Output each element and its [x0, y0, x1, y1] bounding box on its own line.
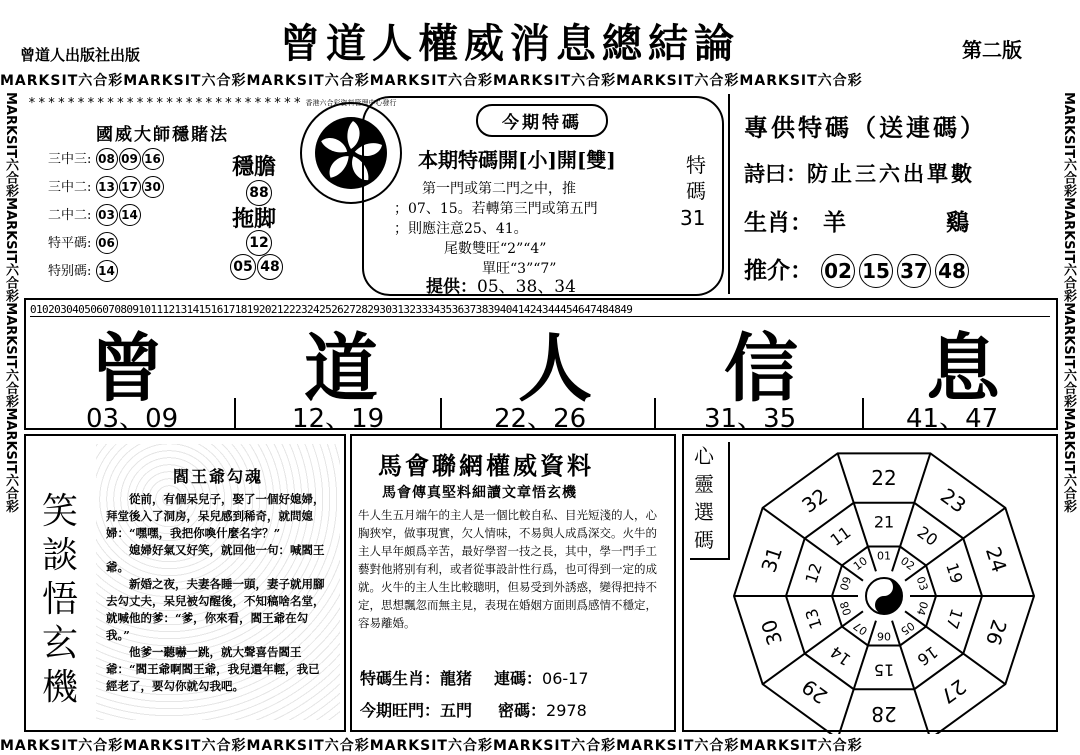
banner-group: 22、26: [494, 404, 587, 434]
wheel-middle-number: 19: [942, 560, 967, 586]
wheel-inner-number: 10: [851, 554, 870, 574]
wheel-inner-number: 04: [913, 599, 931, 618]
wheel-outer-number: 29: [797, 674, 832, 709]
special-line: ；則應注意25、41。: [394, 221, 528, 237]
special-box: [362, 96, 724, 296]
joke-panel: [96, 444, 340, 720]
banner-group: 41、47: [906, 404, 999, 434]
master-row: 特平碼: 06: [48, 232, 218, 260]
page-title: 曾道人權威消息總結論: [280, 20, 740, 67]
wendan-nums: 88: [246, 180, 273, 206]
wheel-middle-number: 14: [826, 642, 855, 670]
wheel-inner-number: 08: [837, 599, 855, 618]
horse-door-row: 今期旺門：五門 密碼：2978: [360, 701, 587, 720]
wheel-middle-number: 20: [913, 522, 942, 550]
special-side-label: 特碼: [686, 153, 706, 203]
tuojiao-nums: 12: [246, 230, 273, 256]
recommend-box: [728, 94, 1060, 294]
joke-paragraph: 新婚之夜，夫妻各睡一頭，妻子就用腳去勾丈夫，呆兒被勾醒後，不知稿啥名堂，就喊他的爹：“爹，你來看，閻王爺在勾我。”: [106, 577, 325, 642]
master-row: 三中二: 13 17 30: [48, 176, 218, 204]
joke-box: [24, 434, 346, 732]
wheel-outer-number: 30: [756, 616, 788, 649]
wheel-outer-number: 22: [871, 466, 897, 490]
wheel-inner-number: 07: [851, 618, 870, 638]
special-side-number: 31: [680, 206, 706, 230]
wheel-middle-number: 16: [913, 642, 942, 670]
banner-char: 息: [926, 326, 1000, 412]
special-provide: 提供：05、38、34: [426, 277, 576, 297]
wheel-inner-number: 01: [877, 549, 891, 563]
zodiac-row: 生肖： 羊 鷄: [744, 209, 969, 236]
marquee-left: MARKSIT六合彩MARKSIT六合彩MARKSIT六合彩MARKSIT六合彩: [3, 92, 18, 513]
banner-group: 31、35: [704, 404, 797, 434]
master-rows: [48, 148, 218, 288]
banner-group: 03、09: [86, 404, 179, 434]
yin-yang-icon: [866, 578, 902, 614]
master-title: 國威大師穩賭法: [96, 125, 229, 145]
push-row: 推介： 02 15 37 48: [744, 252, 973, 288]
divider: [862, 398, 864, 428]
wheel-outer-number: 28: [871, 702, 897, 726]
joke-paragraph: 他爹一聽嚇一跳，就大聲喜告閻王爺：“閻王爺啊閻王爺，我兒還年輕，我已經老了，要勾你就勾我吧。: [106, 645, 320, 693]
banner-box: [24, 298, 1058, 434]
wheel-inner-number: 03: [913, 574, 931, 593]
horse-zodiac-row: 特碼生肖：龍猪 連碼：06-17: [360, 669, 589, 688]
banner-group: 12、19: [292, 404, 385, 434]
recommend-title: 專供特碼（送連碼）: [744, 113, 987, 142]
horse-subtitle: 馬會傳真堅料細讀文章悟玄機: [382, 485, 577, 501]
joke-side-title: 笑談悟玄機: [42, 491, 79, 708]
wheel-middle-number: 17: [942, 606, 967, 632]
special-heading: 本期特碼開[小]開[雙]: [418, 148, 616, 172]
wheel-inner-number: 05: [898, 618, 917, 638]
horse-body: 牛人生五月端午的主人是一個比較自私、目光短淺的人，心胸狹窄，做事現實，欠人情味，不易與人成爲深交。火牛的主人早年頗爲辛苦，最好學習一技之長，其中，學一門手工藝對他將别有利，或者從事設計性行爲，也可得到一定的成就。火牛的主人生比較聰明，但易受到外誘惑，變得把持不定，思想飄忽而無主見，表現在婚姻方面則爲感情不穩定，容易離婚。: [358, 508, 657, 630]
wheel-middle-number: 21: [873, 512, 895, 532]
joke-body: [96, 487, 340, 699]
wheel-inner-number: 06: [877, 629, 891, 643]
tuojiao-label: 拖脚: [232, 206, 277, 232]
wheel-box: [682, 434, 1058, 732]
star-border: ****************************: [28, 96, 304, 111]
special-line: 單旺“3”“7”: [482, 261, 557, 277]
marquee-top: MARKSIT六合彩MARKSIT六合彩MARKSIT六合彩MARKSIT六合彩MARKSIT六合彩MARKSIT六合彩MARKSIT六合彩: [0, 73, 863, 89]
marquee-bottom: MARKSIT六合彩MARKSIT六合彩MARKSIT六合彩MARKSIT六合彩MARKSIT六合彩MARKSIT六合彩MARKSIT六合彩: [0, 738, 863, 754]
wheel-inner-number: 09: [837, 574, 855, 593]
seal-text: 香港六合彩資料管理中心發行: [305, 99, 397, 107]
banner-char: 道: [304, 326, 378, 412]
joke-paragraph: 從前，有個呆兒子，娶了一個好媳婦，拜堂後入了洞房，呆兒感到稀奇，就問媳婦：“嘿嘿，我把你喚什麼名字？”: [106, 492, 325, 540]
divider: [654, 398, 656, 428]
wheel-middle-number: 15: [873, 660, 895, 680]
tuojiao-nums-2: 05 48: [230, 254, 284, 280]
marquee-right: MARKSIT六合彩MARKSIT六合彩MARKSIT六合彩MARKSIT六合彩: [1061, 92, 1076, 513]
wheel-outer-number: 27: [936, 674, 971, 709]
banner-char: 人: [518, 326, 592, 412]
publisher: 曾道人出版社出版: [20, 46, 141, 64]
wheel-middle-number: 11: [826, 522, 855, 550]
horse-title: 馬會聯網權威資料: [378, 451, 594, 480]
wheel-outer-number: 26: [980, 616, 1012, 649]
wheel-outer-number: 24: [980, 543, 1012, 576]
joke-paragraph: 媳婦好氣又好笑，就回他一句：喊閻王爺。: [106, 543, 325, 574]
wendan-label: 穩膽: [232, 154, 277, 180]
poem-row: 詩曰：防止三六出單數: [744, 161, 975, 186]
special-badge: 今期特碼: [476, 104, 608, 137]
special-line: 尾數雙旺“2”“4”: [444, 241, 547, 257]
special-line: 第一門或第二門之中，推: [422, 181, 576, 197]
wheel-middle-number: 12: [801, 560, 826, 586]
wheel-outer-number: 31: [756, 543, 788, 576]
horse-box: [350, 434, 676, 732]
number-wheel: [684, 436, 1060, 734]
divider: [234, 398, 236, 428]
master-row: 特别碼: 14: [48, 260, 218, 288]
edition-label: 第二版: [962, 38, 1022, 62]
wheel-inner-number: 02: [898, 554, 917, 574]
banner-char: 信: [724, 326, 798, 412]
special-line: ；07、15。若轉第三門或第五門: [394, 201, 598, 217]
divider: [440, 398, 442, 428]
master-row: 三中三: 08 09 16: [48, 148, 218, 176]
wheel-outer-number: 32: [797, 483, 832, 518]
tiny-numbers: 0102030405060708091011121314151617181920212223242526272829303132333435363738394041424344454647484849: [30, 303, 1050, 317]
master-row: 二中二: 03 14: [48, 204, 218, 232]
wheel-side-title: 心靈選碼: [690, 442, 730, 560]
banner-char: 曾: [90, 326, 164, 412]
wheel-outer-number: 23: [936, 483, 971, 518]
joke-title: 閻王爺勾魂: [172, 467, 263, 486]
wheel-middle-number: 13: [801, 606, 826, 632]
